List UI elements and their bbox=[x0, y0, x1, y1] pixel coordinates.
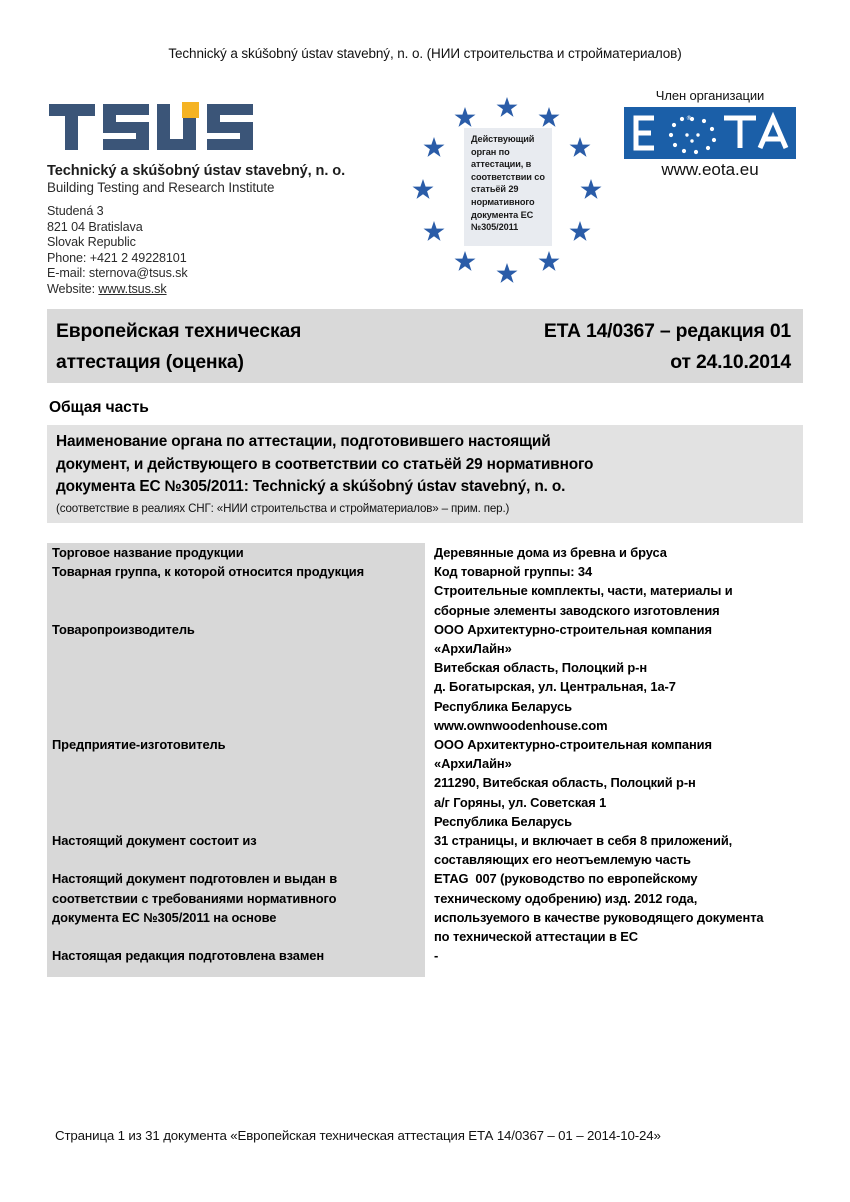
spacer-line bbox=[52, 927, 417, 946]
spacer-line bbox=[52, 812, 417, 831]
data-row-value-line: www.ownwoodenhouse.com bbox=[434, 717, 608, 733]
page-footer: Страница 1 из 31 документа «Европейская техническая аттестация ЕТА 14/0367 – 01 – 2014-10-24» bbox=[55, 1128, 661, 1143]
data-row-value-line: ООО Архитектурно-строительная компания bbox=[434, 621, 712, 637]
data-row-label bbox=[47, 620, 425, 735]
data-row-label-line: соответствии с требованиями нормативного bbox=[52, 890, 337, 906]
data-row-value-line: 31 страницы, и включает в себя 8 приложений, bbox=[434, 833, 733, 849]
tsus-accent-square bbox=[182, 102, 199, 118]
data-row-label bbox=[47, 869, 425, 946]
tsus-contact-block bbox=[47, 204, 367, 298]
data-row-label bbox=[47, 735, 425, 831]
data-row bbox=[47, 946, 803, 965]
eota-logo bbox=[624, 107, 796, 179]
eota-url: www.eota.eu bbox=[661, 160, 759, 179]
spacer-line bbox=[52, 754, 417, 773]
data-row-label-line: Настоящая редакция подготовлена взамен bbox=[52, 948, 325, 964]
data-row-label bbox=[47, 562, 425, 620]
intro-line-3: документа ЕС №305/2011: Technický a skúšobný ústav stavebný, n. o. bbox=[56, 478, 566, 496]
data-row-value-line: «АрхиЛайн» bbox=[434, 641, 512, 657]
data-row-value bbox=[425, 869, 803, 946]
svg-text:®: ® bbox=[686, 115, 692, 122]
tsus-address-line-3: Slovak Republic bbox=[47, 235, 136, 250]
title-right-line-2: от 24.10.2014 bbox=[670, 351, 791, 373]
data-row-label-line: Товаропроизводитель bbox=[52, 621, 195, 637]
eota-member-block bbox=[617, 88, 803, 179]
data-row bbox=[47, 831, 803, 869]
data-row bbox=[47, 562, 803, 620]
tsus-website-link[interactable]: www.tsus.sk bbox=[98, 281, 167, 296]
data-row-value-line: 211290, Витебская область, Полоцкий р-н bbox=[434, 775, 696, 791]
tsus-address-line-1: Studená 3 bbox=[47, 204, 104, 218]
section-title: Общая часть bbox=[49, 399, 149, 416]
tsus-institute-name: Technický a skúšobný ústav stavebný, n. o. bbox=[47, 163, 346, 179]
data-row-value bbox=[425, 735, 803, 831]
data-grid bbox=[47, 543, 803, 965]
data-row-label-line: Настоящий документ состоит из bbox=[52, 833, 257, 849]
data-row-value-line: составляющих его неотъемлемую часть bbox=[434, 852, 691, 868]
data-row-value-line: Код товарной группы: 34 bbox=[434, 564, 593, 580]
data-row-value bbox=[425, 620, 803, 735]
data-row bbox=[47, 735, 803, 831]
running-head: Technický a skúšobný ústav stavebný, n. o. (НИИ строительства и стройматериалов) bbox=[168, 46, 682, 61]
intro-line-1: Наименование органа по аттестации, подготовившего настоящий bbox=[56, 433, 551, 450]
eu-star-circle bbox=[392, 90, 622, 295]
tsus-website-row bbox=[47, 282, 367, 298]
spacer-line bbox=[52, 773, 417, 792]
tsus-email: E-mail: sternova@tsus.sk bbox=[47, 266, 188, 281]
tsus-phone: Phone: +421 2 49228101 bbox=[47, 250, 187, 265]
eota-caption: Член организации bbox=[655, 88, 765, 103]
tsus-logo bbox=[47, 100, 262, 156]
spacer-line bbox=[52, 716, 417, 735]
attestation-body-intro bbox=[47, 425, 803, 523]
data-row-value bbox=[425, 946, 803, 965]
data-row-value-line: по технической аттестации в ЕС bbox=[434, 929, 638, 945]
document-title-row-2 bbox=[56, 347, 791, 378]
spacer-line bbox=[52, 793, 417, 812]
data-row-value-line: - bbox=[434, 948, 439, 964]
data-row-value-line: Республика Беларусь bbox=[434, 813, 572, 829]
product-data-block bbox=[47, 543, 803, 977]
data-row-value-line: д. Богатырская, ул. Центральная, 1а-7 bbox=[434, 679, 676, 695]
data-row-value-line: Витебская область, Полоцкий р-н bbox=[434, 660, 648, 676]
data-row-label-line: документа ЕС №305/2011 на основе bbox=[52, 909, 277, 925]
data-row-label bbox=[47, 946, 425, 965]
data-row-value-line: техническому одобрению) изд. 2012 года, bbox=[434, 890, 698, 906]
data-row-label-line: Настоящий документ подготовлен и выдан в bbox=[52, 871, 338, 887]
data-row-value bbox=[425, 562, 803, 620]
data-row-value-line: используемого в качестве руководящего документа bbox=[434, 909, 764, 925]
data-row-label bbox=[47, 831, 425, 869]
spacer-line bbox=[52, 581, 417, 600]
title-right-line-1: ЕТА 14/0367 – редакция 01 bbox=[543, 320, 791, 342]
data-row-value-line: Строительные комплекты, части, материалы и bbox=[434, 583, 733, 599]
intro-line-2: документ, и действующего в соответствии со статьёй 29 нормативного bbox=[56, 455, 594, 473]
tsus-institute-subtitle: Building Testing and Research Institute bbox=[47, 180, 275, 195]
tsus-website-label: Website: bbox=[47, 281, 99, 296]
tsus-identity-block bbox=[47, 100, 367, 298]
data-row-value-line: ETAG 007 (руководство по европейскому bbox=[434, 871, 698, 887]
data-row bbox=[47, 543, 803, 562]
data-row-value-line: а/г Горяны, ул. Советская 1 bbox=[434, 794, 607, 810]
data-row-label bbox=[47, 543, 425, 562]
header-band bbox=[47, 88, 803, 300]
data-row-label-line: Предприятие-изготовитель bbox=[52, 737, 226, 753]
data-row-label-line: Товарная группа, к которой относится продукция bbox=[52, 564, 365, 580]
data-row-value bbox=[425, 831, 803, 869]
intro-main-text bbox=[56, 431, 795, 499]
data-row-value-line: Республика Беларусь bbox=[434, 698, 572, 714]
eu-attestation-notice: Действующий орган по аттестации, в соответствии со статьёй 29 нормативного документа ЕС №305/2011 bbox=[464, 128, 552, 246]
title-left-line-2: аттестация (оценка) bbox=[56, 351, 244, 373]
data-row-value-line: Деревянные дома из бревна и бруса bbox=[434, 545, 667, 560]
data-row-value bbox=[425, 543, 803, 562]
spacer-line bbox=[52, 677, 417, 696]
spacer-line bbox=[52, 639, 417, 658]
data-row bbox=[47, 620, 803, 735]
data-row-value-line: сборные элементы заводского изготовления bbox=[434, 602, 720, 618]
spacer-line bbox=[52, 601, 417, 620]
spacer-line bbox=[52, 658, 417, 677]
document-title-row-1 bbox=[56, 316, 791, 347]
title-left-line-1: Европейская техническая bbox=[56, 320, 302, 342]
intro-translator-note: (соответствие в реалиях СНГ: «НИИ строительства и стройматериалов» – прим. пер.) bbox=[56, 502, 510, 516]
spacer-line bbox=[52, 697, 417, 716]
data-row-value-line: «АрхиЛайн» bbox=[434, 756, 512, 772]
data-row-value-line: ООО Архитектурно-строительная компания bbox=[434, 737, 712, 753]
document-title-bar bbox=[47, 309, 803, 383]
tsus-address-line-2: 821 04 Bratislava bbox=[47, 219, 143, 234]
data-row-label-line: Торговое название продукции bbox=[52, 545, 244, 560]
spacer-line bbox=[52, 850, 417, 869]
data-row bbox=[47, 869, 803, 946]
